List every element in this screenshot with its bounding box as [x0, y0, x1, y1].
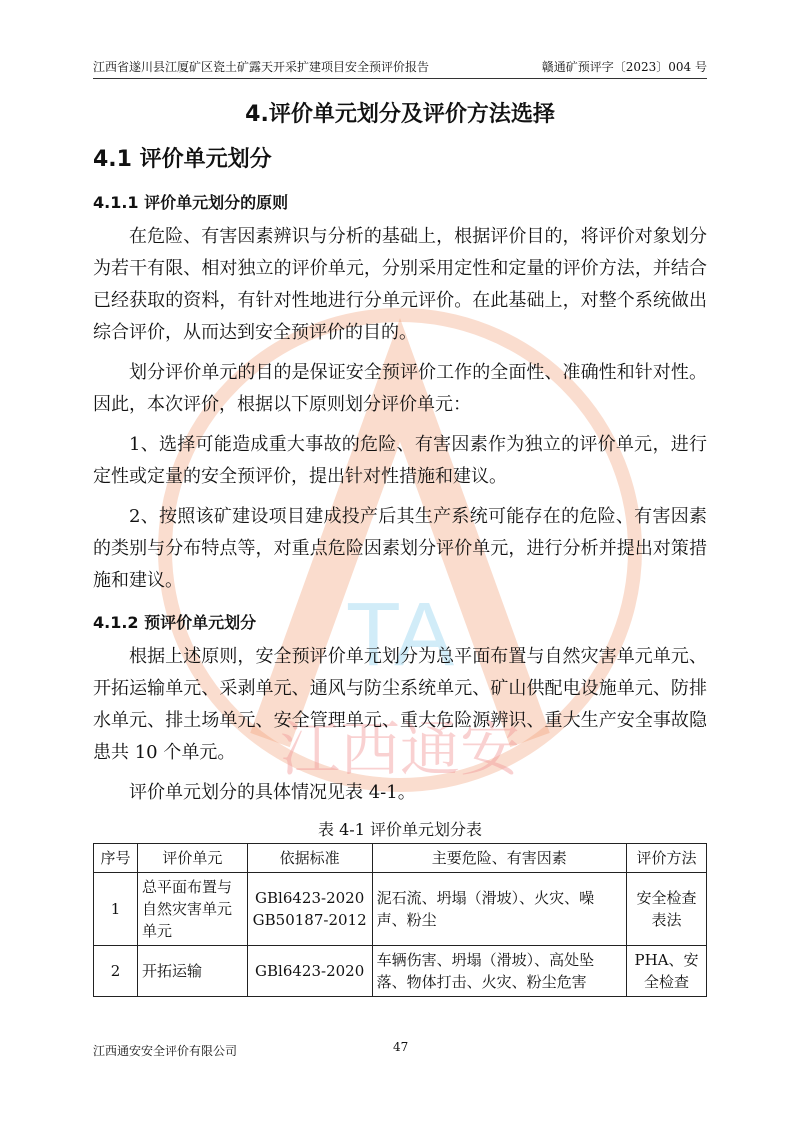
cell-unit: 开拓运输 [137, 946, 247, 997]
table-row [94, 873, 707, 946]
paragraph: 1、选择可能造成重大事故的危险、有害因素作为独立的评价单元，进行定性或定量的安全预评价，提出针对性措施和建议。 [93, 434, 707, 487]
cell-standard [247, 873, 372, 946]
table-caption: 表 4-1 评价单元划分表 [318, 820, 482, 839]
footer-company: 江西通安安全评价有限公司 [93, 1044, 238, 1058]
standard-line: GBl6423-2020 [255, 889, 365, 907]
table-header-row [94, 844, 707, 873]
logo-text: TA [345, 585, 455, 685]
cell-no: 2 [94, 946, 138, 997]
table-row [94, 946, 707, 997]
paragraph: 根据上述原则，安全预评价单元划分为总平面布置与自然灾害单元单元、开拓运输单元、采剥单元、通风与防尘系统单元、矿山供配电设施单元、防排水单元、排土场单元、安全管理单元、重大危险源辨识、重大生产安全事故隐患共 10 个单元。 [93, 646, 707, 763]
header-report-number: 赣通矿预评字〔2023〕004 号 [541, 60, 707, 74]
subsection-heading-principles: 4.1.1 评价单元划分的原则 [93, 193, 289, 212]
cell-hazards: 车辆伤害、坍塌（滑坡）、高处坠落、物体打击、火灾、粉尘危害 [372, 946, 626, 997]
cell-no: 1 [94, 873, 138, 946]
standard-line: GB50187-2012 [252, 911, 367, 929]
page-number: 47 [393, 1040, 409, 1054]
cell-hazards: 泥石流、坍塌（滑坡）、火灾、噪声、粉尘 [372, 873, 626, 946]
cell-unit: 总平面布置与自然灾害单元单元 [137, 873, 247, 946]
watermark-bottom-text: 江西通安 [280, 715, 520, 785]
evaluation-unit-table [93, 843, 707, 997]
header-cell-hazards: 主要危险、有害因素 [372, 844, 626, 873]
page-header [93, 56, 707, 79]
header-cell-unit: 评价单元 [137, 844, 247, 873]
standard-line: GBl6423-2020 [255, 962, 365, 980]
chapter-title: 4.评价单元划分及评价方法选择 [245, 102, 555, 127]
subsection-heading-units: 4.1.2 预评价单元划分 [93, 613, 257, 632]
header-cell-method: 评价方法 [627, 844, 707, 873]
header-cell-no: 序号 [94, 844, 138, 873]
section-heading: 4.1 评价单元划分 [93, 147, 272, 172]
paragraph: 评价单元划分的具体情况见表 4-1。 [129, 782, 416, 803]
header-cell-standard: 依据标准 [247, 844, 372, 873]
cell-standard [247, 946, 372, 997]
cell-method: PHA、安全检查 [627, 946, 707, 997]
header-report-title: 江西省遂川县江厦矿区瓷土矿露天开采扩建项目安全预评价报告 [93, 60, 430, 74]
paragraph: 2、按照该矿建设项目建成投产后其生产系统可能存在的危险、有害因素的类别与分布特点等，对重点危险因素划分评价单元，进行分析并提出对策措施和建议。 [93, 506, 707, 591]
page-content [93, 95, 707, 997]
cell-method: 安全检查表法 [627, 873, 707, 946]
paragraph: 在危险、有害因素辨识与分析的基础上，根据评价目的，将评价对象划分为若干有限、相对独立的评价单元，分别采用定性和定量的评价方法，并结合已经获取的资料，有针对性地进行分单元评价。在此基础上，对整个系统做出综合评价，从而达到安全预评价的目的。 [93, 226, 707, 343]
paragraph: 划分评价单元的目的是保证安全预评价工作的全面性、准确性和针对性。因此，本次评价，根据以下原则划分评价单元： [93, 362, 707, 415]
